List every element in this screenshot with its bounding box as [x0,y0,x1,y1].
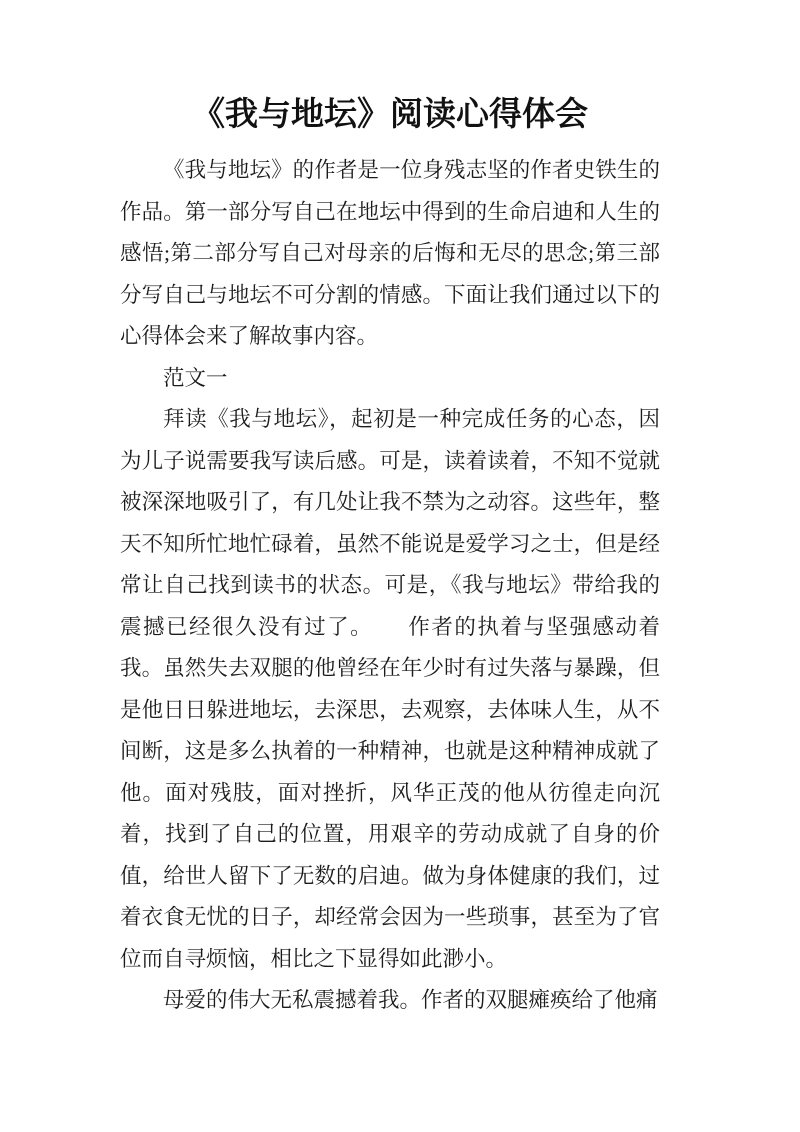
document-title: 《我与地坛》阅读心得体会 [192,97,588,133]
body-paragraph-truncated: 母爱的伟大无私震撼着我。作者的双腿瘫痪给了他痛 [163,988,658,1012]
document-content [120,90,660,1022]
intro-paragraph: 《我与地坛》的作者是一位身残志坚的作者史铁生的作品。第一部分写自己在地坛中得到的生命启迪和人生的感悟;第二部分写自己对母亲的后悔和无尽的思念;第三部分写自己与地坛不可分割的情感。下面让我们通过以下的心得体会来了解故事内容。 [120,158,660,348]
body-paragraph: 拜读《我与地坛》，起初是一种完成任务的心态，因为儿子说需要我写读后感。可是，读着读着，不知不觉就被深深地吸引了，有几处让我不禁为之动容。这些年，整天不知所忙地忙碌着，虽然不能说是爱学习之士，但是经常让自己找到读书的状态。可是，《我与地坛》带给我的震撼已经很久没有过了。 作者的执着与坚强感动着我。虽然失去双腿的他曾经在年少时有过失落与暴躁，但是他日日躲进地坛，去深思，去观察，去体味人生，从不间断，这是多么执着的一种精神，也就是这种精神成就了他。面对残肢，面对挫折，风华正茂的他从彷徨走向沉着，找到了自己的位置，用艰辛的劳动成就了自身的价值，给世人留下了无数的启迪。做为身体健康的我们，过着衣食无忧的日子，却经常会因为一些琐事，甚至为了官位而自寻烦恼，相比之下显得如此渺小。 [120,407,660,971]
section-label-fanwen-1: 范文一 [163,365,228,390]
